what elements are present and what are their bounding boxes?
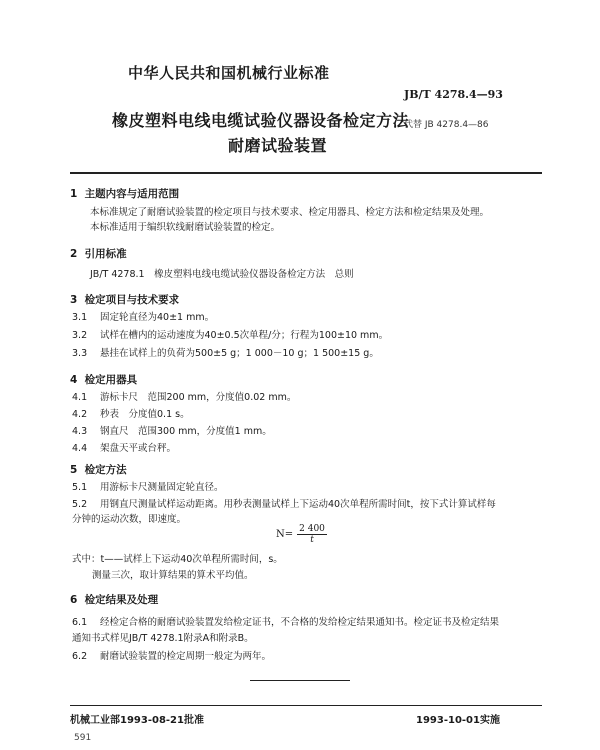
clause-text: 秒表 分度值0.1 s。 (100, 409, 190, 420)
clause-number: 3.2 (72, 330, 88, 341)
header-divider (70, 172, 542, 174)
section-title: 检定方法 (84, 464, 127, 476)
clause-number: 5.2 (72, 499, 88, 510)
clause-text: 悬挂在试样上的负荷为500±5 g；1 000－10 g；1 500±15 g。 (100, 348, 379, 359)
clause-text: 固定轮直径为40±1 mm。 (100, 312, 215, 323)
clause-number: 6.2 (72, 651, 88, 662)
formula-numerator: 2 400 (299, 524, 325, 534)
document-title-line2: 耐磨试验装置 (228, 136, 328, 155)
section-5-heading (70, 462, 127, 477)
section-1-paragraph-1: 本标准规定了耐磨试验装置的检定项目与技术要求、检定用器具、检定方法和检定结果及处理。 (90, 207, 490, 218)
section-number: 5 (70, 464, 78, 476)
issuing-org: 中华人民共和国机械行业标准 (128, 64, 330, 82)
clause-text: 试样在槽内的运动速度为40±0.5次单程/分；行程为100±10 mm。 (100, 330, 389, 341)
clause-text: 钢直尺 范围300 mm，分度值1 mm。 (100, 426, 272, 437)
standard-number: JB/T 4278.4—93 (404, 88, 503, 101)
clause-text: 耐磨试验装置的检定周期一般定为两年。 (100, 651, 272, 662)
clause-number: 4.4 (72, 443, 88, 454)
section-number: 2 (70, 248, 78, 260)
section-title: 检定结果及处理 (84, 594, 159, 606)
section-title: 引用标准 (84, 248, 127, 260)
speed-formula (276, 524, 327, 545)
clause-text: 经检定合格的耐磨试验装置发给检定证书，不合格的发给检定结果通知书。检定证书及检定结果 (100, 617, 500, 628)
section-number: 6 (70, 594, 78, 606)
clause-text: 用游标卡尺测量固定轮直径。 (100, 482, 224, 493)
clause-number: 6.1 (72, 617, 88, 628)
section-3-heading (70, 292, 179, 307)
section-2-heading (70, 246, 127, 261)
section-4-heading (70, 372, 137, 387)
section-number: 4 (70, 374, 78, 386)
footer-divider (70, 705, 542, 706)
clause-number: 4.3 (72, 426, 88, 437)
clause-text: 用钢直尺测量试样运动距离。用秒表测量试样上下运动40次单程所需时间t，按下式计算试样每 (100, 499, 496, 510)
section-1-paragraph-2: 本标准适用于编织软线耐磨试验装置的检定。 (90, 222, 281, 233)
page-number: 591 (74, 733, 92, 743)
section-number: 1 (70, 188, 78, 200)
measurement-note: 测量三次，取计算结果的算术平均值。 (92, 570, 254, 581)
referenced-standard: JB/T 4278.1 橡皮塑料电线电缆试验仪器设备检定方法 总则 (90, 269, 354, 280)
section-number: 3 (70, 294, 78, 306)
clause-number: 3.3 (72, 348, 88, 359)
section-6-heading (70, 592, 158, 607)
end-of-text-line (250, 680, 350, 681)
clause-text: 游标卡尺 范围200 mm，分度值0.02 mm。 (100, 392, 297, 403)
clause-text-continued: 通知书式样见JB/T 4278.1附录A和附录B。 (72, 633, 254, 644)
section-title: 检定项目与技术要求 (84, 294, 180, 306)
document-title-line1: 橡皮塑料电线电缆试验仪器设备检定方法 (112, 111, 410, 130)
effective-date: 1993-10-01实施 (416, 715, 500, 726)
clause-number: 5.1 (72, 482, 88, 493)
formula-fraction (297, 524, 327, 545)
replaces-note: 代替 JB 4278.4—86 (404, 120, 489, 130)
formula-lhs: N= (276, 529, 294, 540)
clause-text: 架盘天平或台秤。 (100, 443, 177, 454)
formula-denominator: t (310, 535, 314, 545)
approval-date: 机械工业部1993-08-21批准 (70, 715, 204, 726)
clause-text-continued: 分钟的运动次数，即速度。 (72, 514, 187, 525)
formula-where-clause: 式中：t——试样上下运动40次单程所需时间，s。 (72, 554, 283, 565)
clause-number: 4.1 (72, 392, 88, 403)
section-title: 主题内容与适用范围 (84, 188, 180, 200)
section-1-heading (70, 186, 179, 201)
clause-number: 3.1 (72, 312, 88, 323)
section-title: 检定用器具 (84, 374, 138, 386)
clause-number: 4.2 (72, 409, 88, 420)
